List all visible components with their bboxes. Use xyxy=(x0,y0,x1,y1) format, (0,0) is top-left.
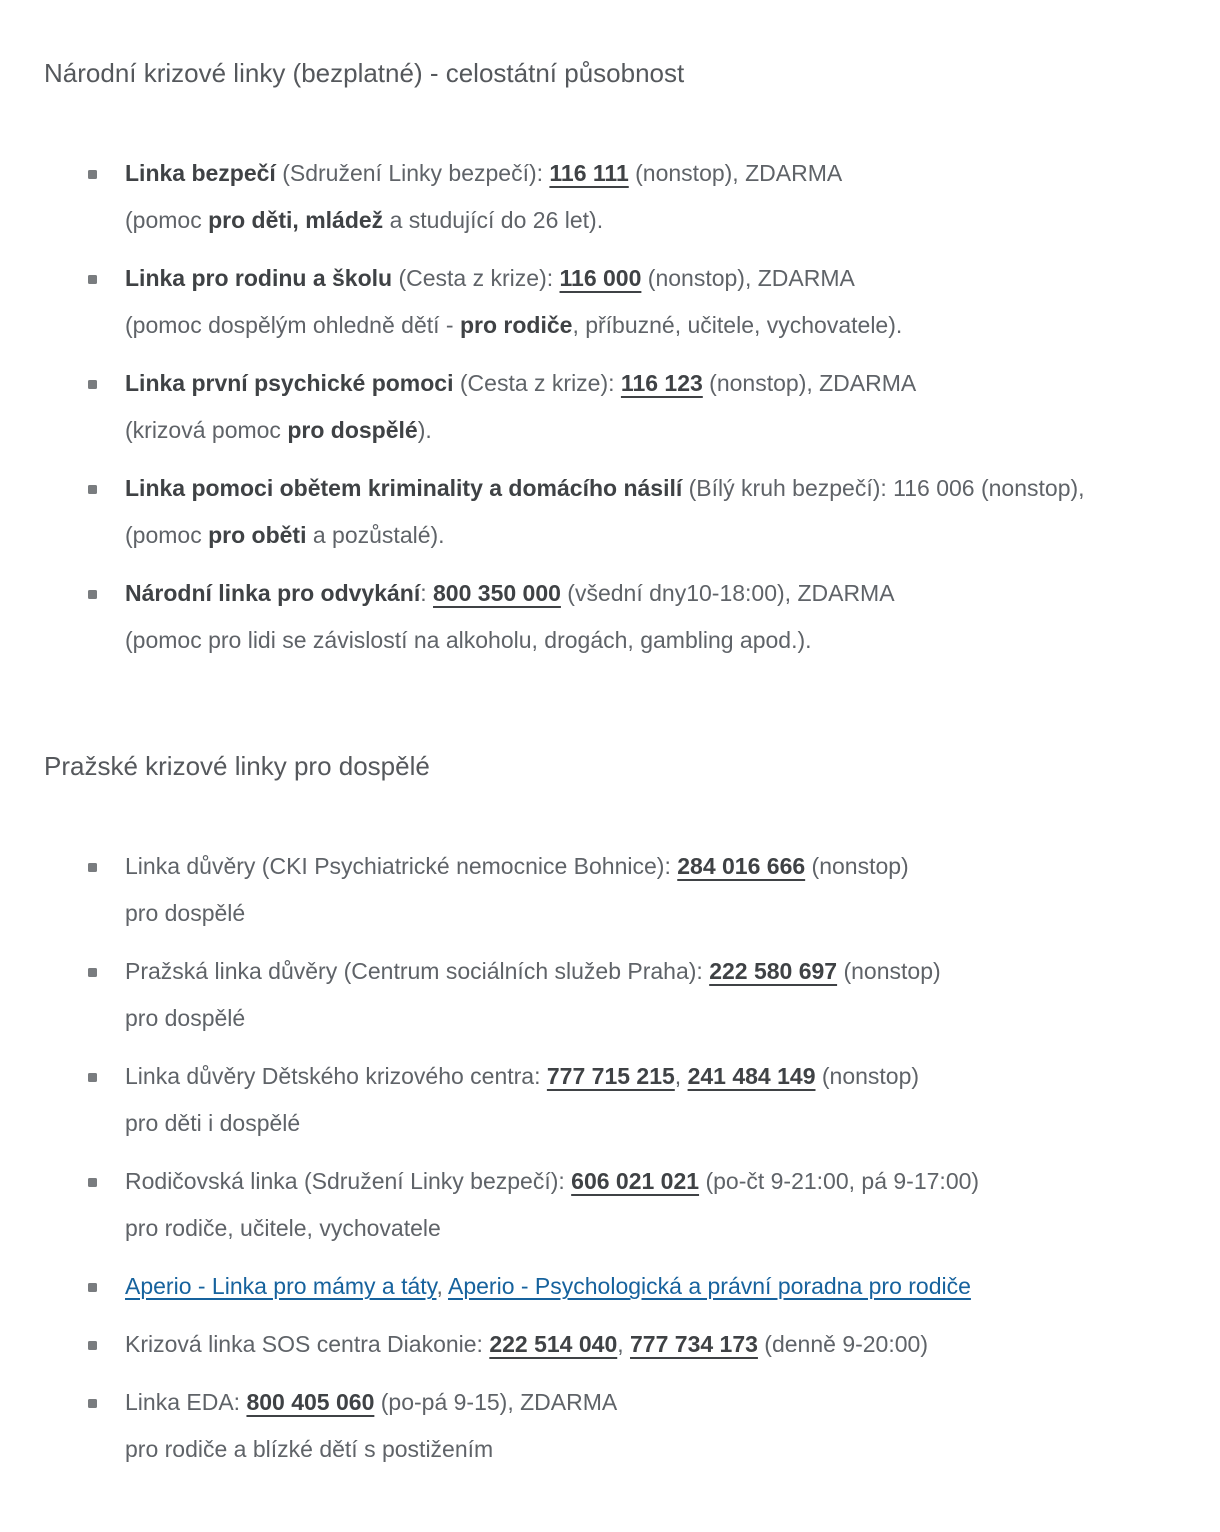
text-run: (nonstop) xyxy=(815,1063,920,1089)
text-run: Linka důvěry (CKI Psychiatrické nemocnice Bohnice): xyxy=(125,853,678,879)
bullet-icon xyxy=(88,590,97,599)
bold-text: Linka pro rodinu a školu xyxy=(125,265,393,291)
text-run: , xyxy=(674,1063,688,1089)
bullet-icon xyxy=(88,1399,97,1408)
text-line xyxy=(125,1158,1220,1205)
phone-number-link[interactable]: 606 021 021 xyxy=(571,1168,700,1194)
bold-text: pro děti, mládež xyxy=(208,207,384,233)
text-line xyxy=(125,1100,1220,1147)
text-line xyxy=(125,465,1220,512)
text-run: pro dospělé xyxy=(125,900,246,926)
list-item xyxy=(88,1158,1220,1252)
list-item xyxy=(88,150,1220,244)
text-run: : xyxy=(420,580,434,606)
text-run: (po-čt 9-21:00, pá 9-17:00) xyxy=(699,1168,980,1194)
bullet-icon xyxy=(88,1283,97,1292)
text-line xyxy=(125,1426,1220,1473)
text-line xyxy=(125,360,1220,407)
phone-number-link[interactable]: 777 734 173 xyxy=(630,1331,758,1357)
text-run: (všední dny10-18:00), ZDARMA xyxy=(560,580,895,606)
phone-number-link[interactable]: 116 111 xyxy=(549,160,629,186)
phone-number-link[interactable]: 284 016 666 xyxy=(677,853,806,879)
crisis-list-national xyxy=(44,150,1220,664)
text-run: (pomoc pro lidi se závislostí na alkoholu, drogách, gambling apod.). xyxy=(125,627,812,653)
section-national-lines xyxy=(44,56,1220,664)
bullet-icon xyxy=(88,1073,97,1082)
phone-number-link[interactable]: 800 350 000 xyxy=(433,580,561,606)
text-run: Linka EDA: xyxy=(125,1389,247,1415)
list-item xyxy=(88,1263,1220,1310)
bullet-icon xyxy=(88,380,97,389)
text-line xyxy=(125,197,1220,244)
aperio-link[interactable]: Aperio - Psychologická a právní poradna pro rodiče xyxy=(448,1273,971,1299)
text-run: pro děti i dospělé xyxy=(125,1110,301,1136)
list-item xyxy=(88,465,1220,559)
text-run: (nonstop), ZDARMA xyxy=(641,265,855,291)
phone-number-link[interactable]: 777 715 215 xyxy=(546,1063,675,1089)
text-run: (nonstop) xyxy=(837,958,941,984)
bold-text: pro rodiče xyxy=(459,312,573,338)
bullet-icon xyxy=(88,968,97,977)
text-run: (Cesta z krize): xyxy=(453,370,621,396)
text-run: a pozůstalé). xyxy=(306,522,445,548)
text-run: (Cesta z krize): xyxy=(392,265,560,291)
text-line xyxy=(125,890,1220,937)
text-run: (po-pá 9-15), ZDARMA xyxy=(374,1389,618,1415)
phone-number-link[interactable]: 222 580 697 xyxy=(709,958,838,984)
text-line xyxy=(125,948,1220,995)
text-line xyxy=(125,1205,1220,1252)
text-run: Linka důvěry Dětského krizového centra: xyxy=(125,1063,547,1089)
text-run: (pomoc xyxy=(125,522,209,548)
phone-number-link[interactable]: 116 123 xyxy=(620,370,703,396)
text-run: , xyxy=(436,1273,448,1299)
bullet-icon xyxy=(88,1341,97,1350)
text-run: Krizová linka SOS centra Diakonie: xyxy=(125,1331,490,1357)
text-run: (nonstop) xyxy=(805,853,909,879)
text-line xyxy=(125,1263,1220,1310)
text-line xyxy=(125,995,1220,1042)
text-line xyxy=(125,1321,1220,1368)
phone-number-link[interactable]: 241 484 149 xyxy=(687,1063,816,1089)
text-run: Pražská linka důvěry (Centrum sociálních služeb Praha): xyxy=(125,958,710,984)
text-run: (nonstop), ZDARMA xyxy=(628,160,843,186)
bold-text: Linka pomoci obětem kriminality a domácího násilí xyxy=(125,475,683,501)
text-run: pro rodiče a blízké dětí s postižením xyxy=(125,1436,494,1462)
section-prague-lines xyxy=(44,749,1220,1473)
phone-number-link[interactable]: 800 405 060 xyxy=(246,1389,375,1415)
section-title-national: Národní krizové linky (bezplatné) - celostátní působnost xyxy=(44,58,685,88)
phone-number-link[interactable]: 222 514 040 xyxy=(489,1331,618,1357)
text-run: Rodičovská linka (Sdružení Linky bezpečí): xyxy=(125,1168,572,1194)
list-item xyxy=(88,843,1220,937)
text-line xyxy=(125,150,1220,197)
text-line xyxy=(125,1379,1220,1426)
text-run: (denně 9-20:00) xyxy=(757,1331,928,1357)
list-item xyxy=(88,1321,1220,1368)
list-item xyxy=(88,255,1220,349)
bold-text: pro dospělé xyxy=(287,417,418,443)
bullet-icon xyxy=(88,1178,97,1187)
list-item xyxy=(88,570,1220,664)
bullet-icon xyxy=(88,275,97,284)
text-run: (nonstop), ZDARMA xyxy=(702,370,917,396)
text-line xyxy=(125,512,1220,559)
text-line xyxy=(125,407,1220,454)
text-run: (pomoc xyxy=(125,207,209,233)
text-line xyxy=(125,617,1220,664)
bullet-icon xyxy=(88,170,97,179)
text-run: (pomoc dospělým ohledně dětí - xyxy=(125,312,460,338)
list-item xyxy=(88,360,1220,454)
phone-number-link[interactable]: 116 000 xyxy=(559,265,642,291)
text-line xyxy=(125,255,1220,302)
bold-text: pro oběti xyxy=(208,522,307,548)
text-run: (Bílý kruh bezpečí): 116 006 (nonstop), xyxy=(682,475,1085,501)
text-run: a studující do 26 let). xyxy=(383,207,604,233)
bullet-icon xyxy=(88,485,97,494)
bold-text: Linka první psychické pomoci xyxy=(125,370,454,396)
section-title-prague: Pražské krizové linky pro dospělé xyxy=(44,751,430,781)
text-run: ). xyxy=(417,417,432,443)
text-line xyxy=(125,1053,1220,1100)
text-line xyxy=(125,843,1220,890)
text-run: , xyxy=(617,1331,631,1357)
text-line xyxy=(125,570,1220,617)
list-item xyxy=(88,948,1220,1042)
crisis-list-prague xyxy=(44,843,1220,1473)
bold-text: Národní linka pro odvykání xyxy=(125,580,421,606)
text-run: (Sdružení Linky bezpečí): xyxy=(275,160,550,186)
bullet-icon xyxy=(88,863,97,872)
bold-text: Linka bezpečí xyxy=(125,160,276,186)
text-run: pro rodiče, učitele, vychovatele xyxy=(125,1215,441,1241)
text-line xyxy=(125,302,1220,349)
aperio-link[interactable]: Aperio - Linka pro mámy a táty xyxy=(125,1273,437,1299)
list-item xyxy=(88,1379,1220,1473)
text-run: pro dospělé xyxy=(125,1005,246,1031)
list-item xyxy=(88,1053,1220,1147)
text-run: (krizová pomoc xyxy=(125,417,288,443)
text-run: , příbuzné, učitele, vychovatele). xyxy=(572,312,903,338)
